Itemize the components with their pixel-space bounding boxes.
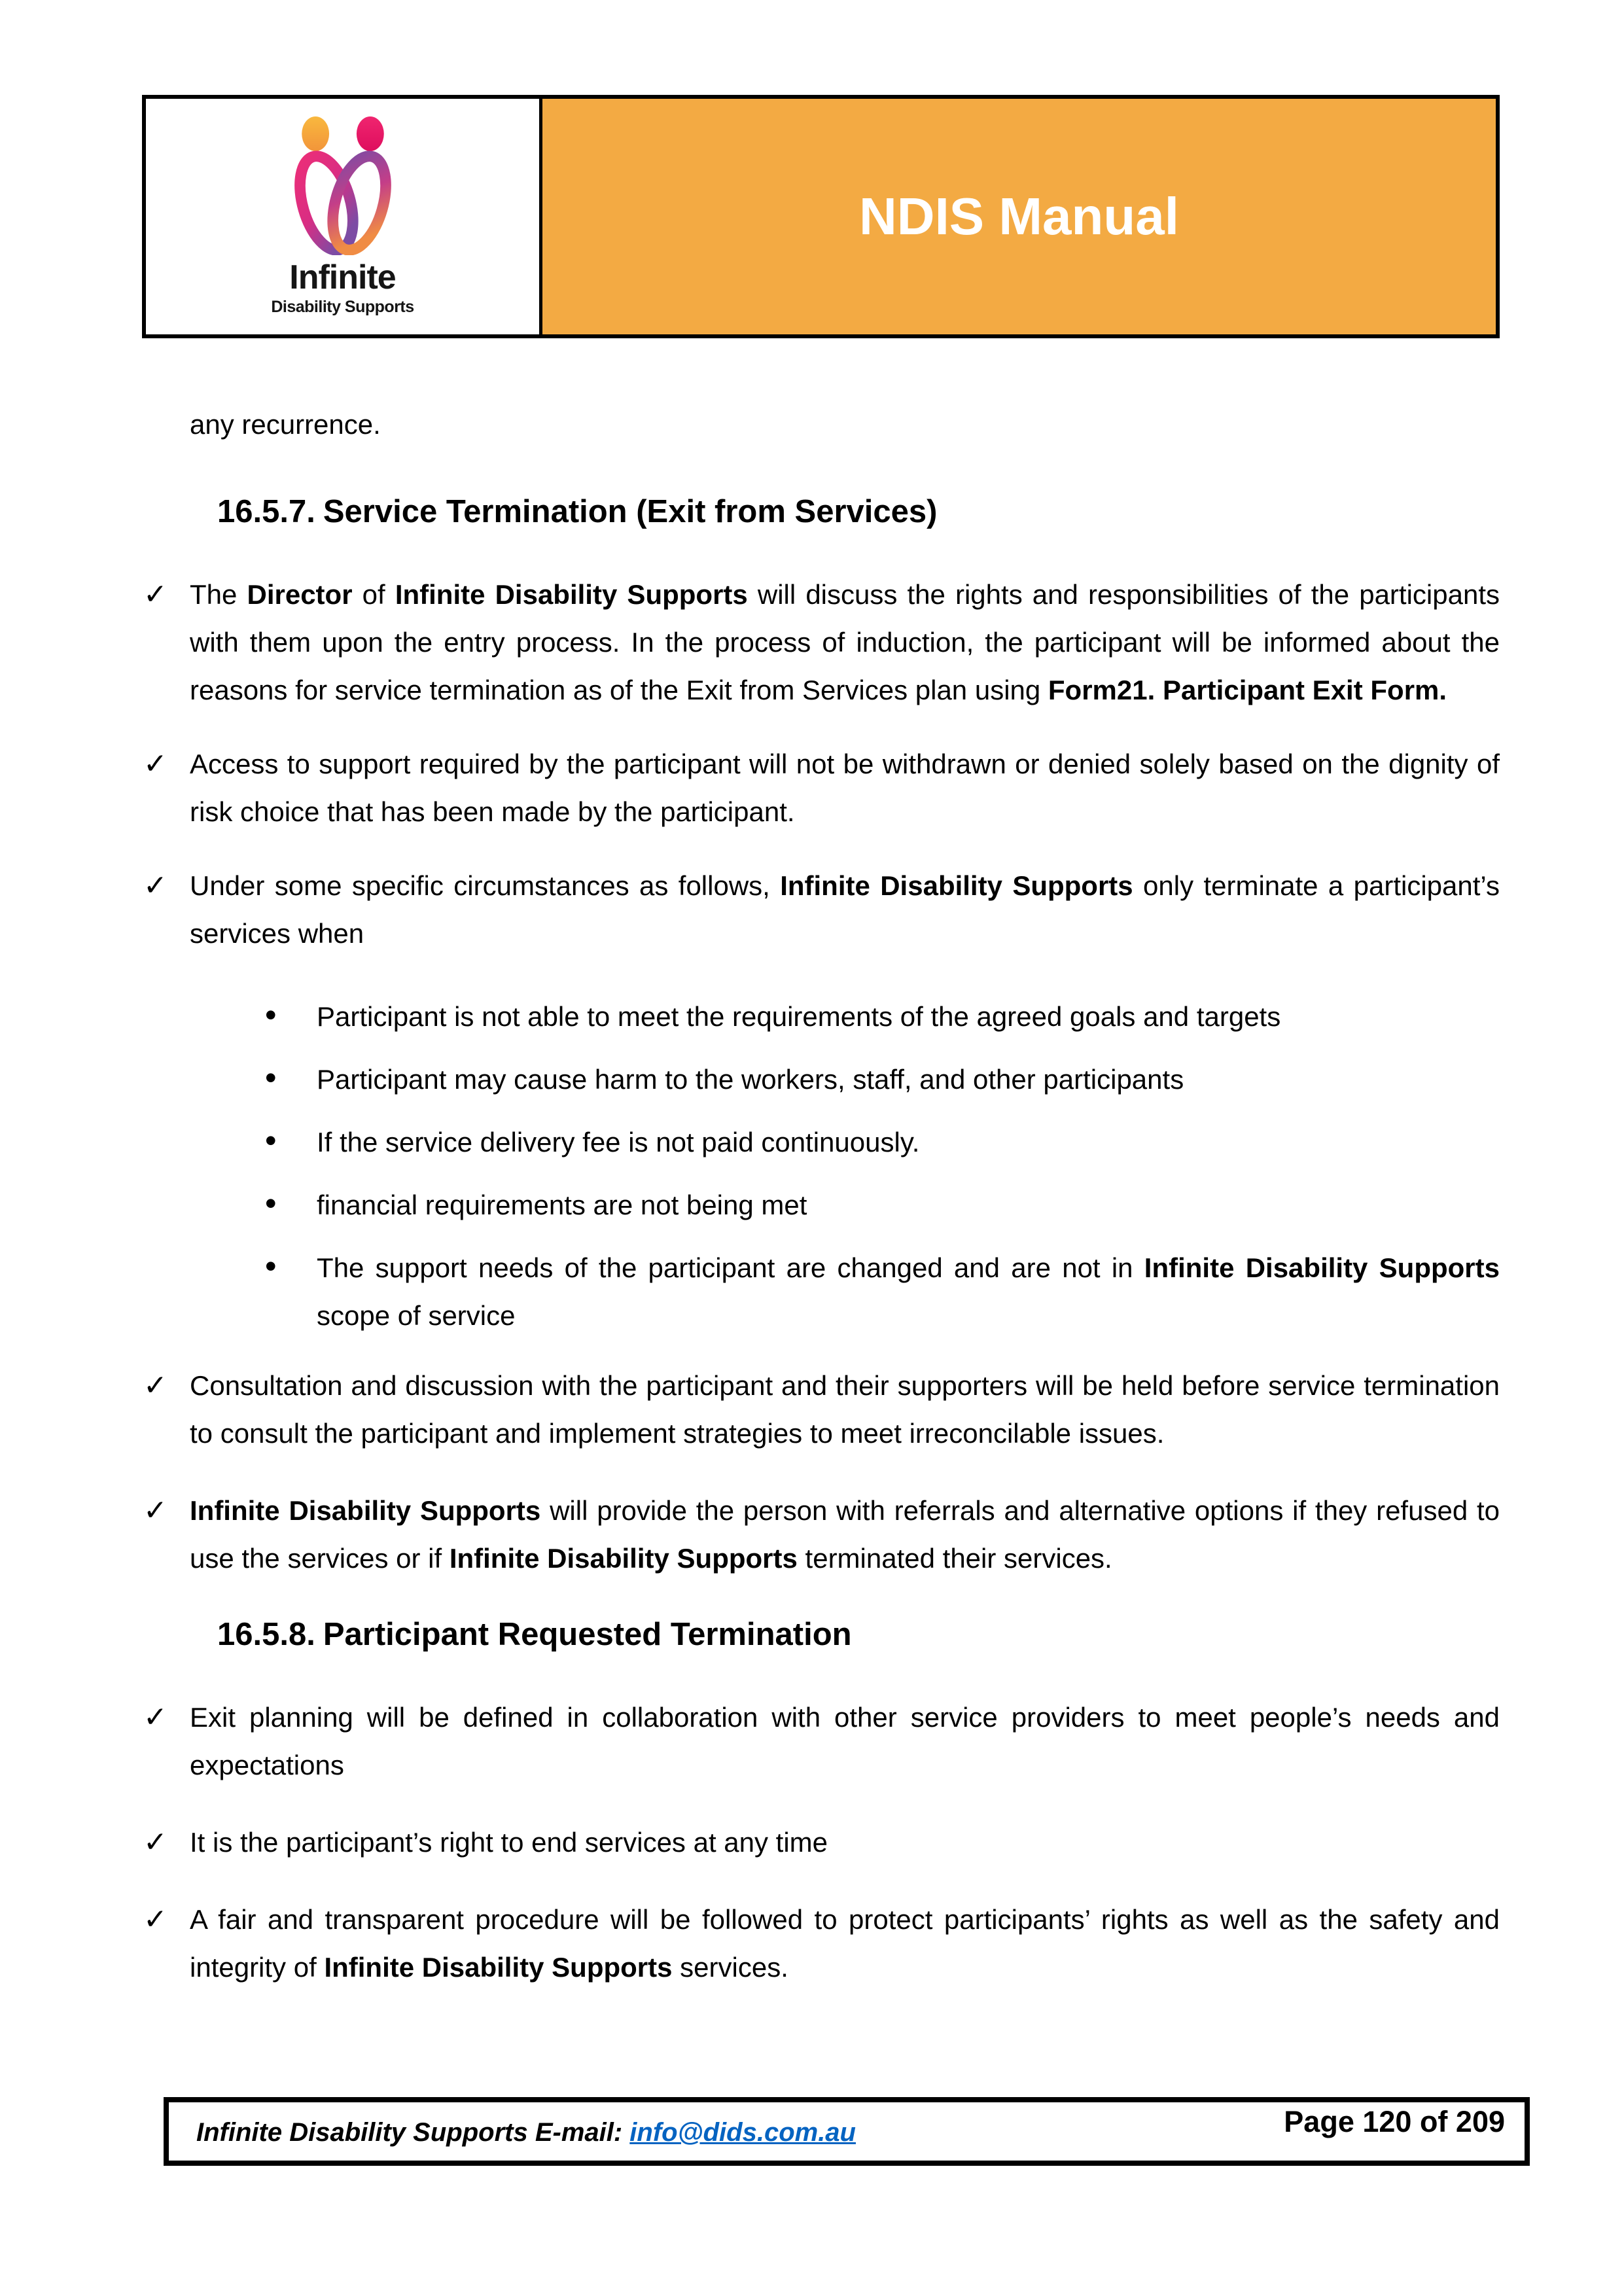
check-bullet-item (142, 571, 1500, 714)
check-icon: ✓ (143, 1494, 168, 1527)
logo-name: Infinite (289, 258, 396, 297)
footer-email-line (196, 2115, 856, 2147)
sub-bullet-item (142, 1244, 1500, 1339)
bullet-dot-icon: • (265, 1248, 277, 1284)
ndis-banner (542, 99, 1496, 334)
sub-bullet-text: Participant is not able to meet the requirements of the agreed goals and targets (317, 1001, 1281, 1032)
sub-bullet-text: Participant may cause harm to the workers, staff, and other participants (317, 1064, 1184, 1095)
section-number: 16.5.7. (217, 494, 315, 529)
bullet-text: Consultation and discussion with the participant and their supporters will be held before service termination to consult the participant and implement strategies to meet irreconcilable issues. (190, 1370, 1500, 1449)
sub-bullet-item (142, 1055, 1500, 1103)
intro-paragraph: any recurrence. (190, 409, 381, 440)
section-heading-16-5-7 (142, 486, 1500, 538)
bullet-text: A fair and transparent procedure will be followed to protect participants’ rights as well as the safety and integrity of Infinite Disability Supports services. (190, 1904, 1500, 1983)
page-footer (164, 2097, 1530, 2166)
sub-bullet-item (142, 1118, 1500, 1166)
document-body (142, 400, 1500, 1991)
bullet-text: Exit planning will be defined in collaboration with other service providers to meet people’s needs and expectations (190, 1702, 1500, 1780)
bullet-dot-icon: • (265, 997, 277, 1033)
sub-bullet-text: financial requirements are not being met (317, 1190, 807, 1220)
check-bullet-item (142, 740, 1500, 836)
logo-tagline: Disability Supports (271, 297, 414, 316)
check-icon: ✓ (143, 870, 168, 902)
bullet-text: Infinite Disability Supports will provide the person with referrals and alternative options if they refused to use the services or if Infinite Disability Supports terminated their services. (190, 1495, 1500, 1574)
bullet-text: The Director of Infinite Disability Supports will discuss the rights and responsibilities of the participants with them upon the entry process. In the process of induction, the participant will be informed about the reasons for service termination as of the Exit from Services plan using Form21. Participant Exit Form. (190, 579, 1500, 705)
logo-cell (146, 99, 542, 334)
page-header (142, 95, 1500, 338)
bullet-text: It is the participant’s right to end services at any time (190, 1827, 828, 1858)
check-icon: ✓ (143, 1701, 168, 1733)
check-icon: ✓ (143, 578, 168, 610)
check-bullet-item (142, 862, 1500, 957)
footer-page-number: Page 120 of 209 (1284, 2105, 1505, 2138)
bullet-text: Under some specific circumstances as follows, Infinite Disability Supports only terminate a participant’s services when (190, 870, 1500, 949)
check-bullet-item (142, 1896, 1500, 1991)
bullet-text: Access to support required by the participant will not be withdrawn or denied solely based on the dignity of risk choice that has been made by the participant. (190, 749, 1500, 827)
section-title: Service Termination (Exit from Services) (323, 494, 938, 529)
infinity-logo-icon (251, 116, 434, 258)
bullet-dot-icon: • (265, 1185, 277, 1222)
check-bullet-item (142, 1362, 1500, 1457)
check-bullet-item (142, 1818, 1500, 1866)
check-icon: ✓ (143, 1369, 168, 1402)
check-bullet-item (142, 1693, 1500, 1789)
section-number: 16.5.8. (217, 1617, 315, 1652)
check-icon: ✓ (143, 1903, 168, 1935)
bullet-dot-icon: • (265, 1122, 277, 1159)
sub-bullet-item (142, 993, 1500, 1040)
check-bullet-item (142, 1487, 1500, 1582)
footer-email-link[interactable]: info@dids.com.au (629, 2118, 856, 2147)
sub-bullet-text: If the service delivery fee is not paid continuously. (317, 1127, 920, 1157)
bullet-dot-icon: • (265, 1059, 277, 1096)
sub-bullet-list (142, 993, 1500, 1339)
section-title: Participant Requested Termination (323, 1617, 852, 1652)
sub-bullet-text: The support needs of the participant are changed and are not in Infinite Disability Supports scope of service (317, 1252, 1500, 1331)
section-heading-16-5-8 (142, 1608, 1500, 1661)
page-title: NDIS Manual (859, 187, 1179, 245)
sub-bullet-item (142, 1181, 1500, 1229)
footer-email-label: Infinite Disability Supports E-mail: (196, 2118, 630, 2147)
check-icon: ✓ (143, 1826, 168, 1858)
check-icon: ✓ (143, 748, 168, 780)
